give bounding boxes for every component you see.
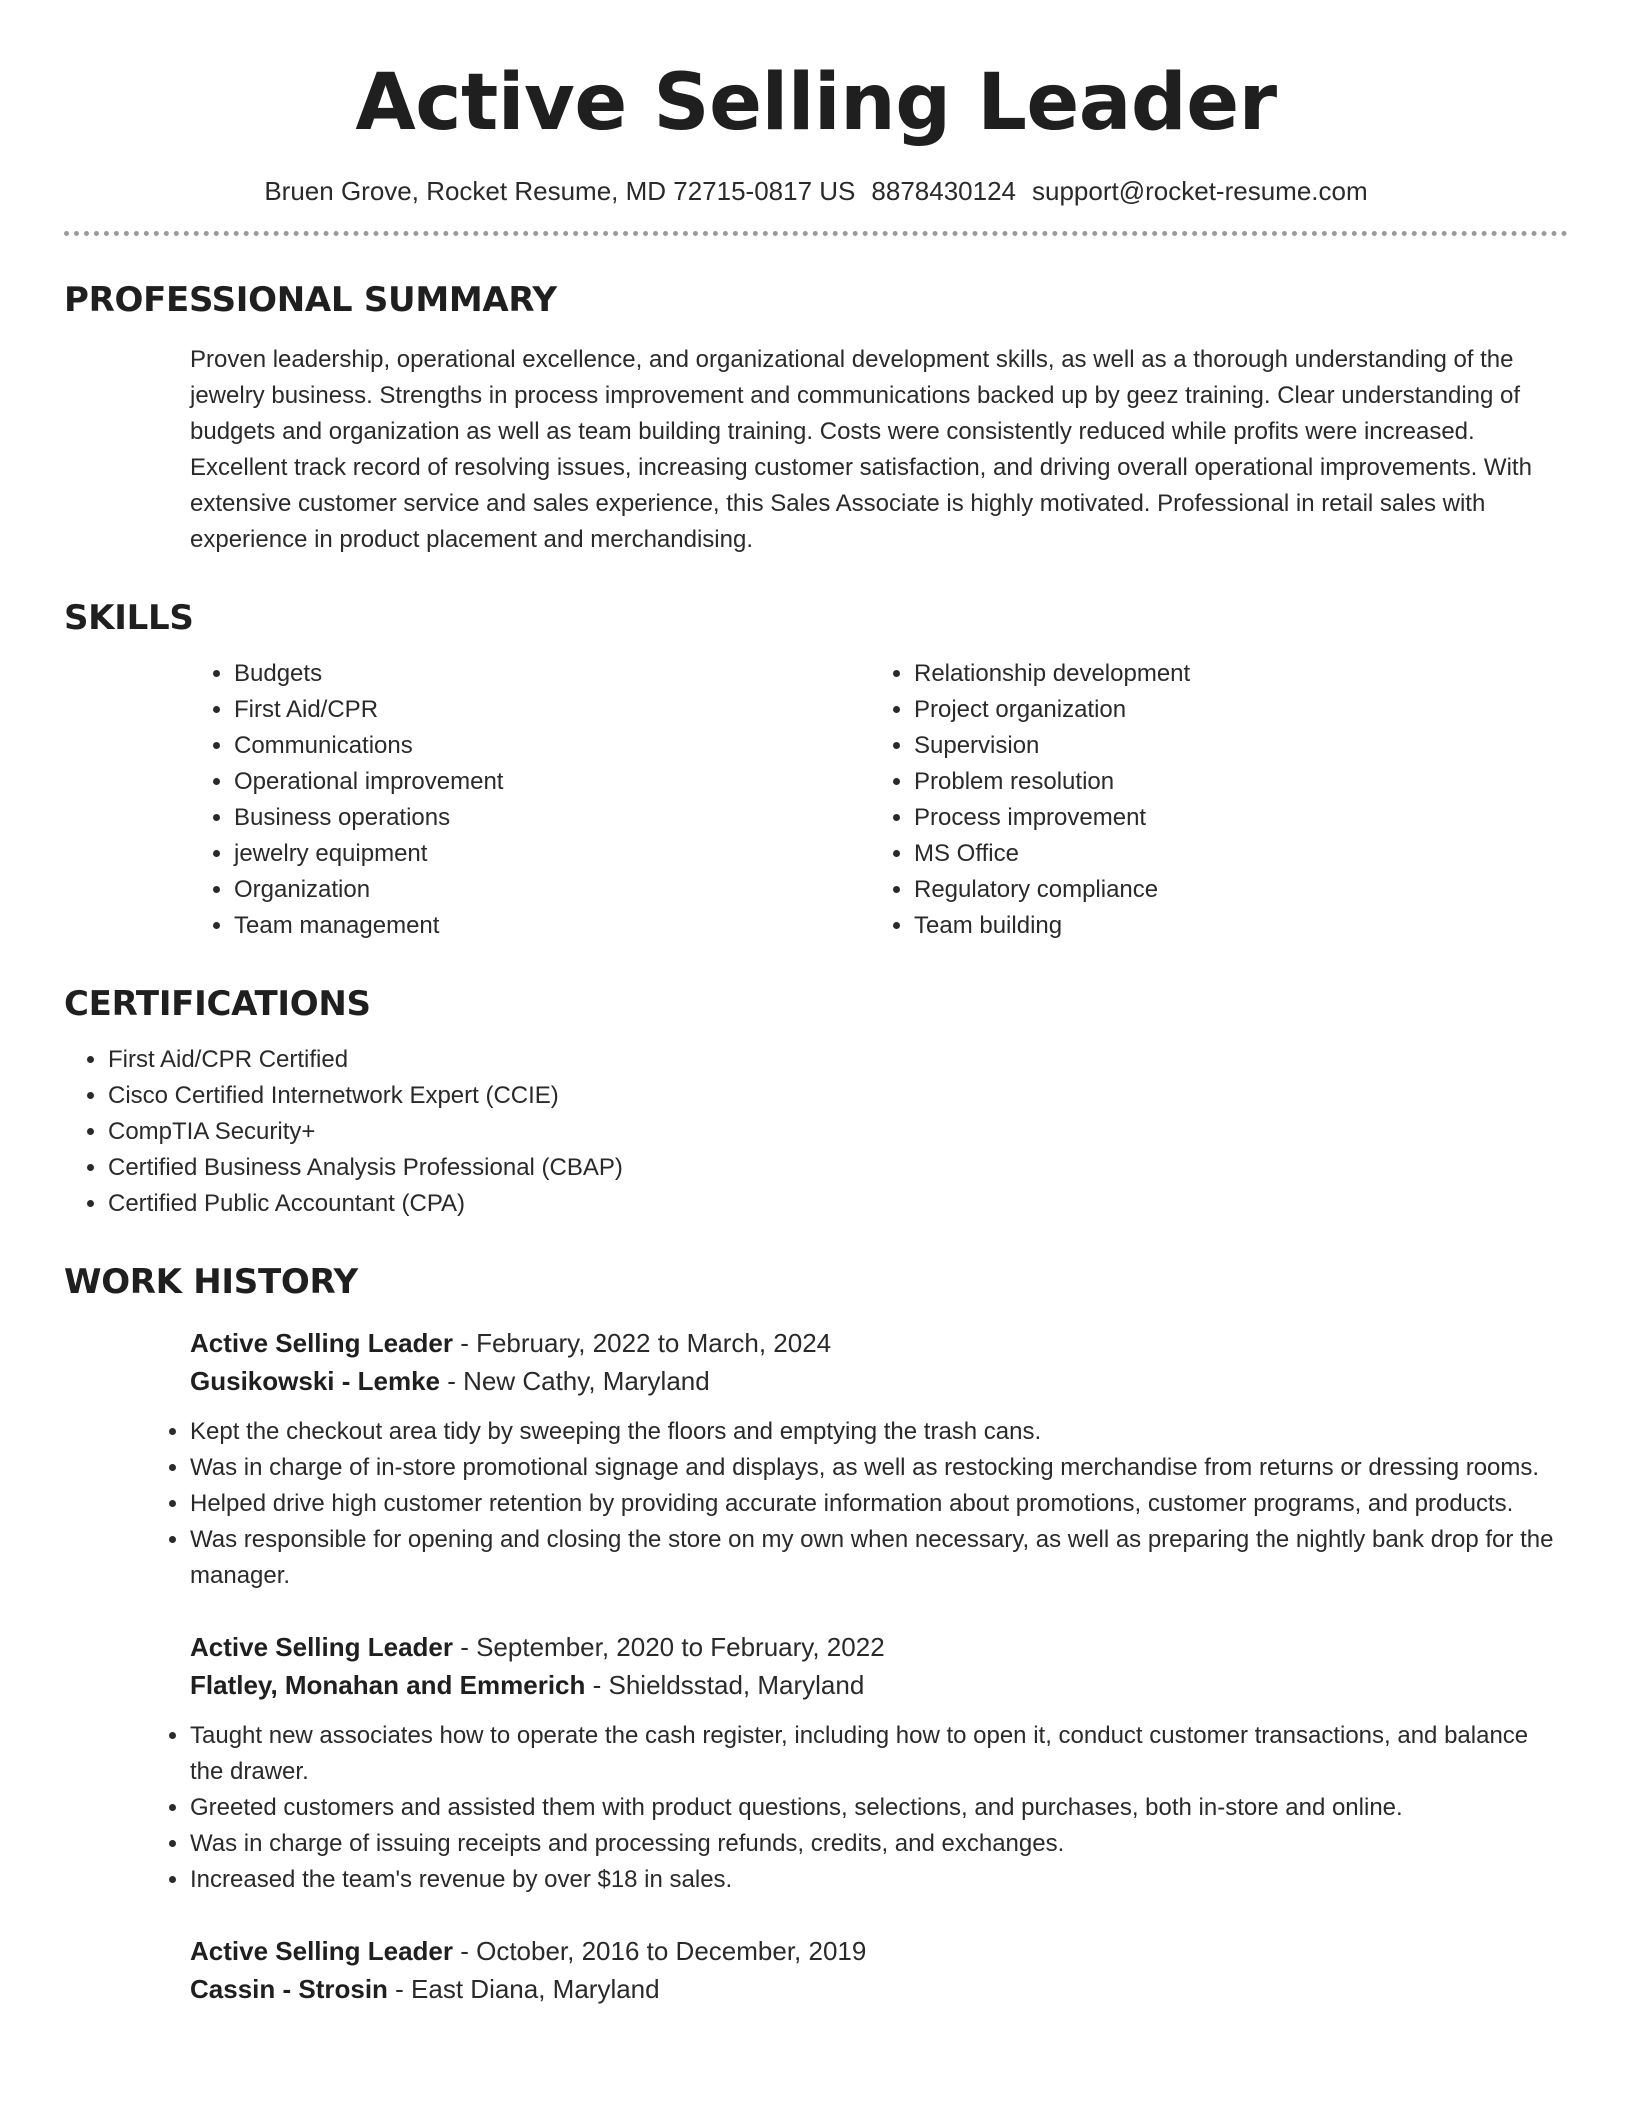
skill-item: • Regulatory compliance: [914, 872, 1550, 908]
certification-item: • First Aid/CPR Certified: [108, 1042, 1568, 1078]
job-role: Active Selling Leader: [190, 1936, 453, 1966]
job-dates: - February, 2022 to March, 2024: [452, 1328, 832, 1358]
job-bullets: [146, 1414, 1568, 1594]
skills-list-right: [870, 656, 1550, 944]
section-title-summary: PROFESSIONAL SUMMARY: [64, 280, 557, 320]
job-location: - East Diana, Maryland: [387, 1974, 660, 2004]
certification-item: • Certified Business Analysis Professional (CBAP): [108, 1150, 1568, 1186]
job-company-line: [190, 1970, 1568, 2008]
skills-grid: [190, 656, 1568, 944]
job-bullets: [146, 1718, 1568, 1898]
section-title-certifications: CERTIFICATIONS: [64, 984, 371, 1024]
job-bullet: • Taught new associates how to operate the cash register, including how to open it, conduct customer transactions, and balance the drawer.: [190, 1718, 1568, 1790]
job-dates: - October, 2016 to December, 2019: [452, 1936, 867, 1966]
job-title-line: [190, 1628, 1568, 1666]
contact-email: support@rocket-resume.com: [1032, 176, 1368, 206]
skill-item: • Budgets: [234, 656, 870, 692]
job-role: Active Selling Leader: [190, 1328, 453, 1358]
job-bullet: • Helped drive high customer retention by providing accurate information about promotions, customer programs, and products.: [190, 1486, 1568, 1522]
professional-summary-section: [64, 280, 1568, 558]
job-bullet: • Was in charge of issuing receipts and processing refunds, credits, and exchanges.: [190, 1826, 1568, 1862]
skills-list-left: [190, 656, 870, 944]
job-title-line: [190, 1932, 1568, 1970]
certifications-list: [64, 1042, 1568, 1222]
skill-item: • Team building: [914, 908, 1550, 944]
job-title-line: [190, 1324, 1568, 1362]
contact-phone: 8878430124: [871, 176, 1017, 206]
job-entry: [190, 1628, 1568, 1898]
skill-item: • jewelry equipment: [234, 836, 870, 872]
job-location: - Shieldsstad, Maryland: [585, 1670, 865, 1700]
job-entry: [190, 1324, 1568, 1594]
skill-item: • Supervision: [914, 728, 1550, 764]
certifications-section: [64, 984, 1568, 1222]
summary-text: Proven leadership, operational excellence, and organizational development skills, as well as a thorough understanding of the jewelry business. Strengths in process improvement and communications backed up by geez training. Clear understanding of budgets and organization as well as team building training. Costs were consistently reduced while profits were increased. Excellent track record of resolving issues, increasing customer satisfaction, and driving overall operational improvements. With extensive customer service and sales experience, this Sales Associate is highly motivated. Professional in retail sales with experience in product placement and merchandising.: [190, 346, 1532, 553]
certification-item: • Cisco Certified Internetwork Expert (CCIE): [108, 1078, 1568, 1114]
skill-item: • MS Office: [914, 836, 1550, 872]
skill-item: • Organization: [234, 872, 870, 908]
skill-item: • Business operations: [234, 800, 870, 836]
skill-item: • Process improvement: [914, 800, 1550, 836]
job-bullet: • Kept the checkout area tidy by sweeping the floors and emptying the trash cans.: [190, 1414, 1568, 1450]
job-company-line: [190, 1666, 1568, 1704]
job-bullet: • Greeted customers and assisted them with product questions, selections, and purchases, both in-store and online.: [190, 1790, 1568, 1826]
skill-item: • Project organization: [914, 692, 1550, 728]
job-company: Cassin - Strosin: [190, 1974, 388, 2004]
skill-item: • Communications: [234, 728, 870, 764]
skill-item: • First Aid/CPR: [234, 692, 870, 728]
skill-item: • Operational improvement: [234, 764, 870, 800]
job-bullet: • Increased the team's revenue by over $18 in sales.: [190, 1862, 1568, 1898]
job-bullet: • Was in charge of in-store promotional signage and displays, as well as restocking merchandise from returns or dressing rooms.: [190, 1450, 1568, 1486]
job-location: - New Cathy, Maryland: [439, 1366, 710, 1396]
resume-name: Active Selling Leader: [355, 58, 1277, 148]
work-history-section: [64, 1262, 1568, 2008]
job-entry: [190, 1932, 1568, 2008]
header-divider: [64, 231, 1568, 236]
skill-item: • Problem resolution: [914, 764, 1550, 800]
job-role: Active Selling Leader: [190, 1632, 453, 1662]
skill-item: • Relationship development: [914, 656, 1550, 692]
contact-line: [64, 176, 1568, 207]
section-title-work-history: WORK HISTORY: [64, 1262, 358, 1302]
skills-section: [64, 598, 1568, 944]
skill-item: • Team management: [234, 908, 870, 944]
certification-item: • Certified Public Accountant (CPA): [108, 1186, 1568, 1222]
job-bullet: • Was responsible for opening and closing the store on my own when necessary, as well as preparing the nightly bank drop for the manager.: [190, 1522, 1568, 1594]
job-company: Flatley, Monahan and Emmerich: [190, 1670, 586, 1700]
job-company: Gusikowski - Lemke: [190, 1366, 440, 1396]
certification-item: • CompTIA Security+: [108, 1114, 1568, 1150]
section-title-skills: SKILLS: [64, 598, 194, 638]
job-company-line: [190, 1362, 1568, 1400]
contact-address: Bruen Grove, Rocket Resume, MD 72715-0817 US: [264, 176, 856, 206]
resume-page: [64, 0, 1568, 2008]
job-dates: - September, 2020 to February, 2022: [452, 1632, 885, 1662]
